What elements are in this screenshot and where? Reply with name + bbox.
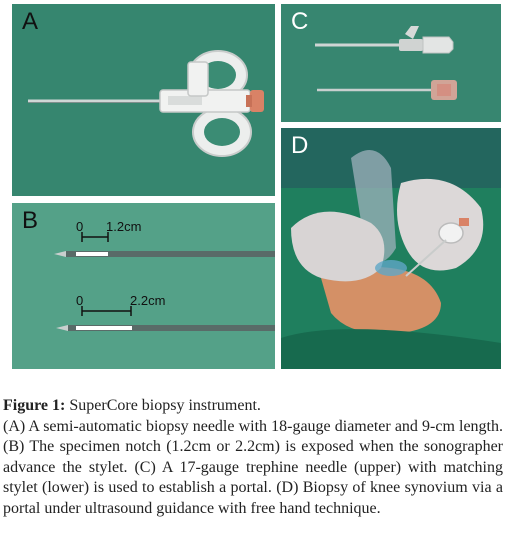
panel-d-photo <box>281 128 501 369</box>
panel-b-photo <box>12 203 275 369</box>
specimen-notch-photo <box>12 203 275 369</box>
caption-title: SuperCore biopsy instrument. <box>69 397 261 414</box>
figure-caption <box>3 396 503 519</box>
knee-biopsy-photo <box>281 128 501 369</box>
panel-a-label: A <box>22 8 39 35</box>
figure-label: Figure 1: <box>3 397 66 414</box>
panel-c-photo <box>281 4 501 122</box>
notch-long-zero-label: 0 <box>76 293 84 308</box>
notch-long-length-label: 2.2cm <box>130 293 166 308</box>
panel-a-photo <box>12 4 275 196</box>
notch-short-zero-label: 0 <box>76 219 84 234</box>
panel-d-label: D <box>291 132 309 159</box>
panel-c-label: C <box>291 8 309 35</box>
trephine-needle-photo <box>281 4 501 122</box>
biopsy-needle-photo <box>12 4 275 196</box>
panel-b-label: B <box>22 207 39 234</box>
caption-title-line <box>3 396 503 417</box>
caption-body: (A) A semi-automatic biopsy needle with 18-gauge diameter and 9-cm length. (B) The specimen notch (1.2cm or 2.2cm) is exposed when the sonographer advance the stylet. (C) A 17-gauge trephine needle (upper) with matching stylet (lower) is used to establish a portal. (D) Biopsy of knee synovium via a portal under ultrasound guidance with free hand technique. <box>3 417 503 517</box>
notch-short-length-label: 1.2cm <box>106 219 142 234</box>
